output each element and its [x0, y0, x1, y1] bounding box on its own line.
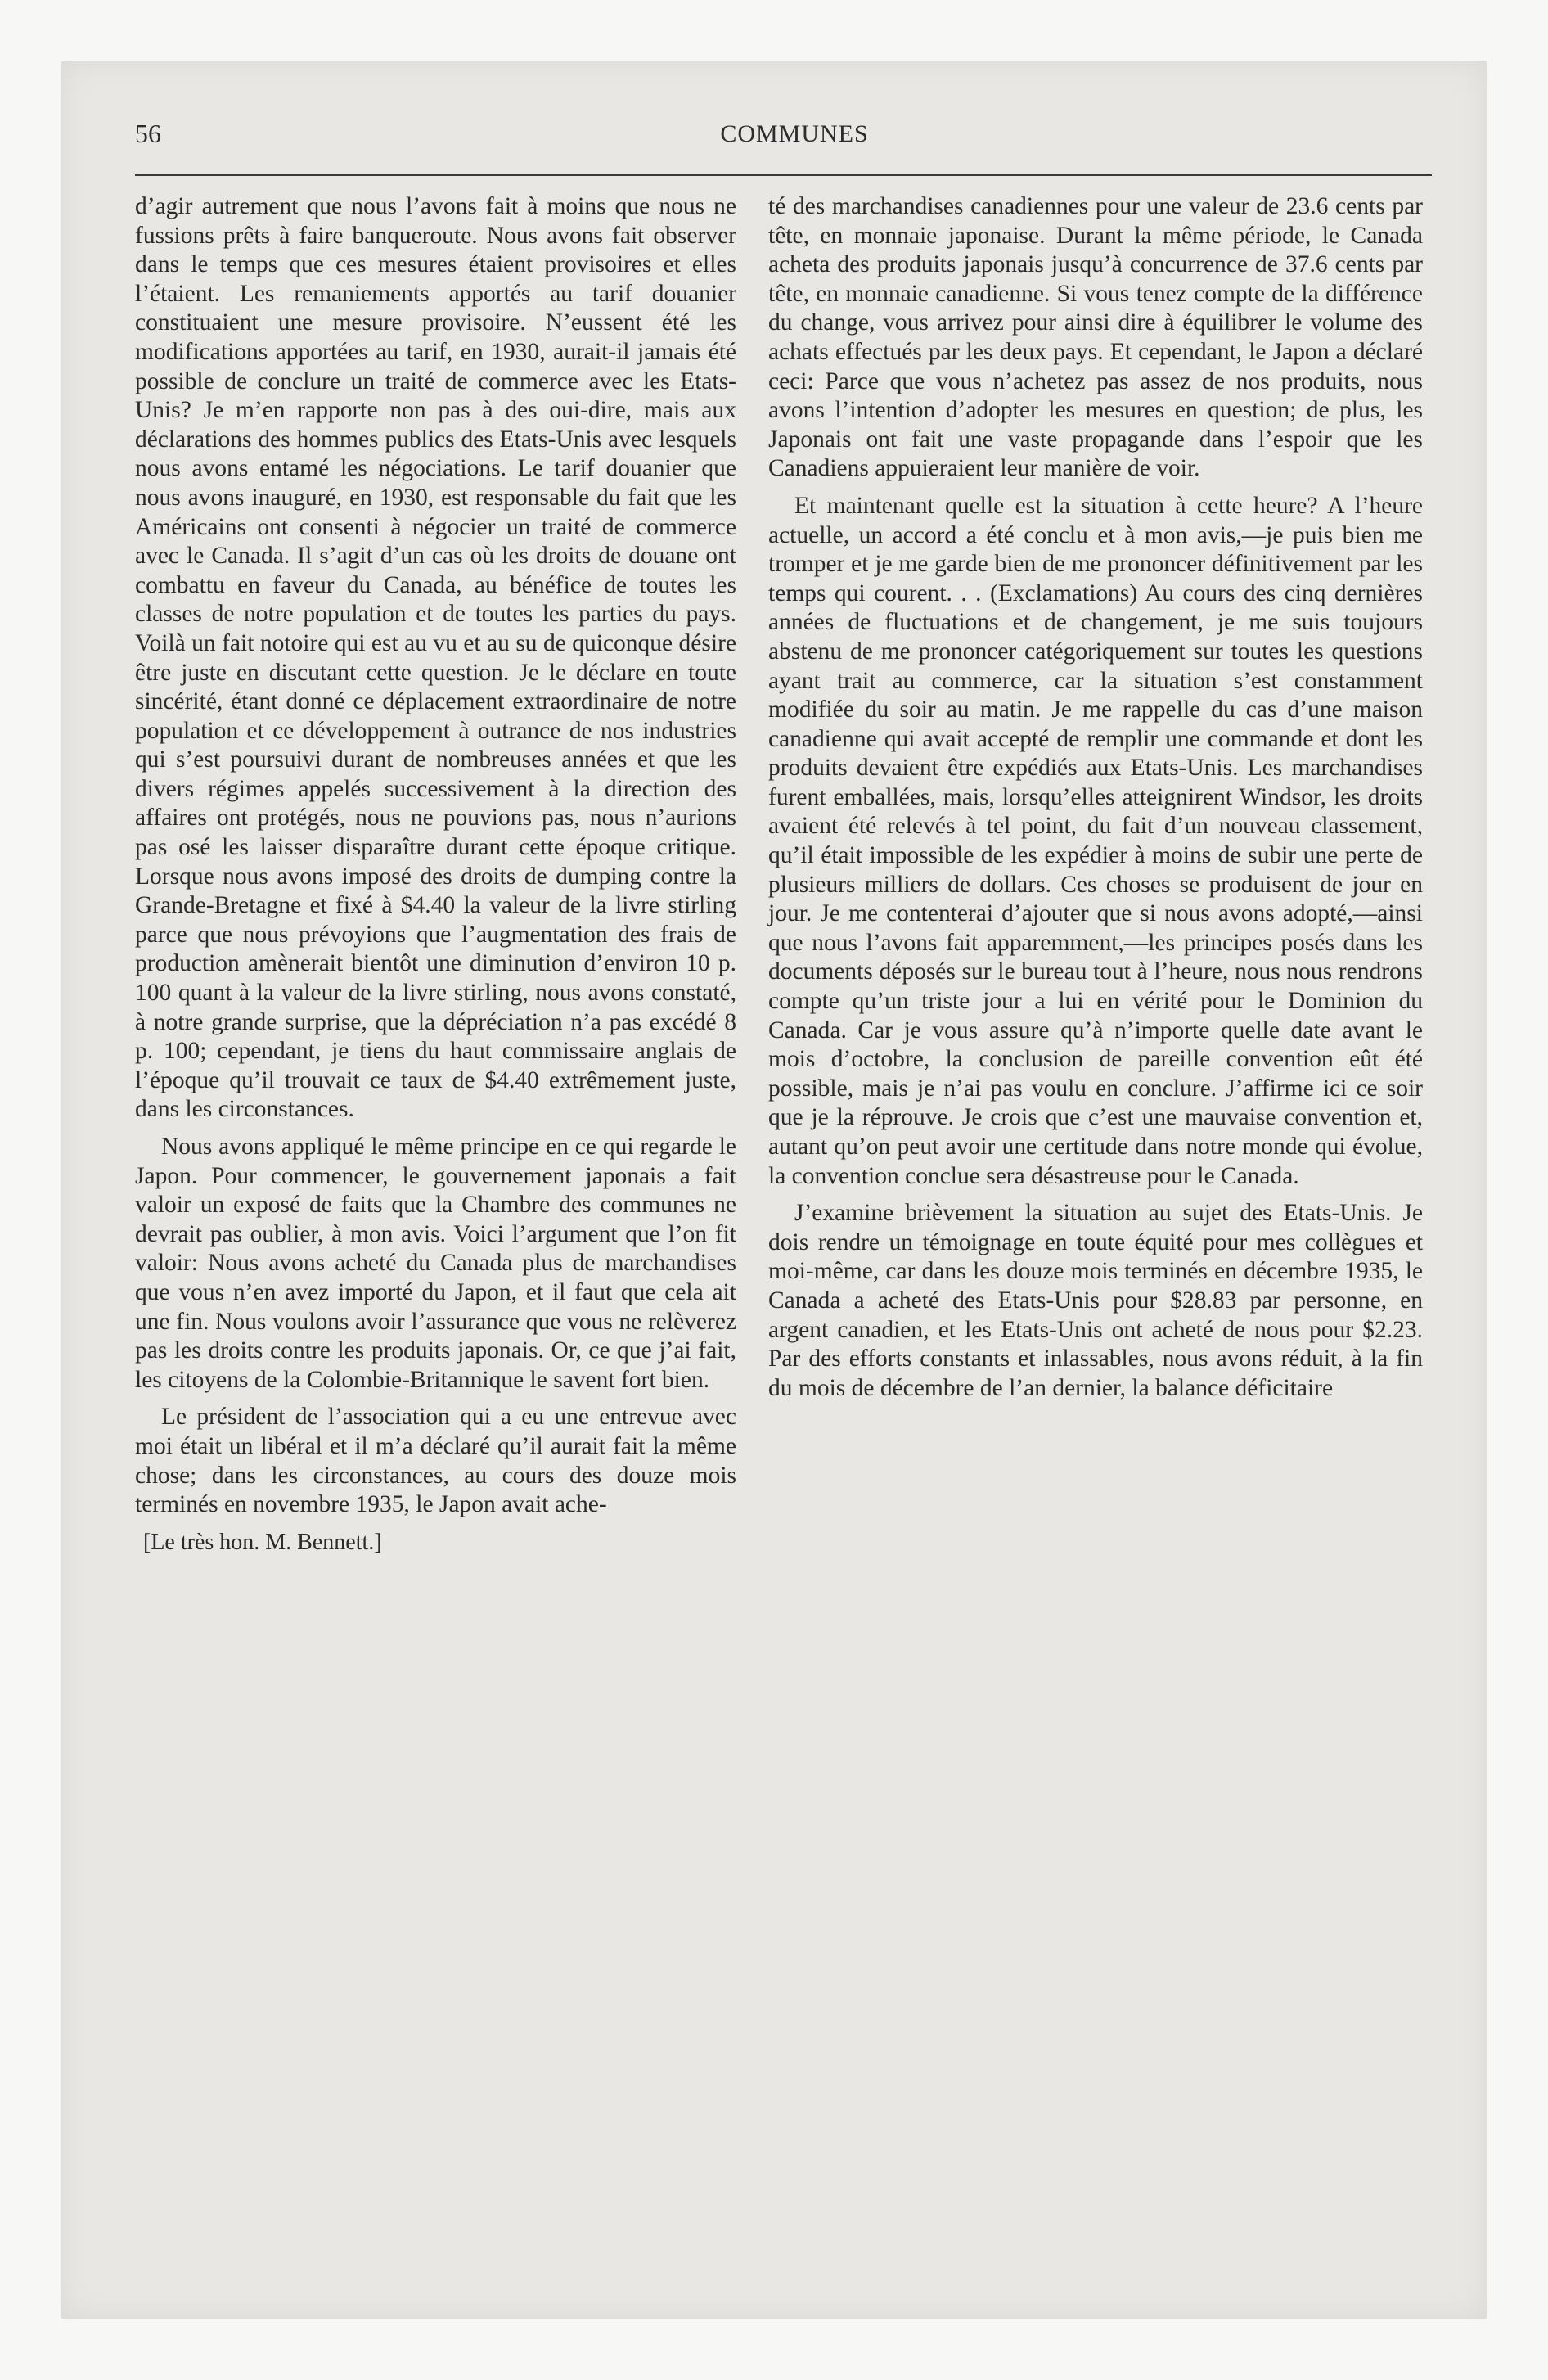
right-paragraph-3: J’examine brièvement la situation au sujet des Etats-Unis. Je dois rendre un témoignage en toute équité pour mes collègues et moi-même, car dans les douze mois terminés en décembre 1935, le Canada a acheté des Etats-Unis pour $28.83 par personne, en argent canadien, et les Etats-Unis ont acheté de nous pour $2.23. Par des efforts constants et inlassables, nous avons réduit, à la fin du mois de décembre de l’an dernier, la balance déficitaire	[768, 1200, 1423, 1401]
left-paragraph-3: Le président de l’association qui a eu une entrevue avec moi était un libéral et il m’a déclaré qu’il aurait fait la même chose; dans les circonstances, au cours des douze mois terminés en novembre 1935, le Japon avait ache-	[135, 1404, 736, 1518]
right-paragraph-1: té des marchandises canadiennes pour une valeur de 23.6 cents par tête, en monnaie japonaise. Durant la même période, le Canada acheta des produits japonais jusqu’à concurrence de 37.6 cents par tête, en monnaie canadienne. Si vous tenez compte de la différence du change, vous arrivez pour ainsi dire à équilibrer le volume des achats effectués par les deux pays. Et cependant, le Japon a déclaré ceci: Parce que vous n’achetez pas assez de nos produits, nous avons l’intention d’adopter les mesures en question; de plus, les Japonais ont fait une vaste propagande dans l’espoir que les Canadiens appuieraient leur manière de voir.	[768, 193, 1423, 482]
left-column	[135, 192, 736, 1557]
page-header	[135, 119, 1454, 168]
page-number: 56	[135, 119, 161, 148]
header-rule	[135, 174, 1432, 176]
right-paragraph-2: Et maintenant quelle est la situation à cette heure? A l’heure actuelle, un accord a été conclu et à mon avis,—je puis bien me tromper et je me garde bien de me prononcer définitivement par les temps qui courent. . . (Exclamations) Au cours des cinq dernières années de fluctuations et de changement, je me suis toujours abstenu de me prononcer catégoriquement sur toutes les questions ayant trait au commerce, car la situation s’est constamment modifiée du soir au matin. Je me rappelle du cas d’une maison canadienne qui avait accepté de remplir une commande et dont les produits devaient être expédiés aux Etats-Unis. Les marchandises furent emballées, mais, lorsqu’elles atteignirent Windsor, les droits avaient été relevés à tel point, du fait d’un nouveau classement, qu’il était impossible de les expédier à moins de subir une perte de plusieurs milliers de dollars. Ces choses se produisent de jour en jour. Je me contenterai d’ajouter que si nous avons adopté,—ainsi que nous l’avons fait apparemment,—les principes posés dans les documents déposés sur le bureau tout à l’heure, nous nous rendrons compte qu’un triste jour a lui en vérité pour le Dominion du Canada. Car je vous assure qu’à n’importe quelle date avant le mois d’octobre, la conclusion de pareille convention eût été possible, mais je n’ai pas voulu en conclure. J’affirme ici ce soir que je la réprouve. Je crois que c’est une mauvaise convention et, autant qu’on peut avoir une certitude dans notre monde qui évolue, la convention conclue sera désastreuse pour le Canada.	[768, 492, 1423, 1189]
right-column	[768, 192, 1423, 1411]
running-title: COMMUNES	[720, 120, 869, 147]
document-page	[61, 61, 1487, 2319]
speaker-reference: [Le très hon. M. Bennett.]	[143, 1529, 382, 1555]
left-paragraph-1: d’agir autrement que nous l’avons fait à moins que nous ne fussions prêts à faire banqueroute. Nous avons fait observer dans le temps que ces mesures étaient provisoires et elles l’étaient. Les remaniements apportés au tarif douanier constituaient une mesure provisoire. N’eussent été les modifications apportées au tarif, en 1930, aurait-il jamais été possible de conclure un traité de commerce avec les Etats-Unis? Je m’en rapporte non pas à des oui-dire, mais aux déclarations des hommes publics des Etats-Unis avec lesquels nous avons entamé les négociations. Le tarif douanier que nous avons inauguré, en 1930, est responsable du fait que les Américains ont consenti à négocier un traité de commerce avec le Canada. Il s’agit d’un cas où les droits de douane ont combattu en faveur du Canada, au bénéfice de toutes les classes de notre population et de toutes les parties du pays. Voilà un fait notoire qui est au vu et au su de quiconque désire être juste en discutant cette question. Je le déclare en toute sincérité, étant donné ce déplacement extraordinaire de notre population et ce développement à outrance de nos industries qui s’est poursuivi durant de nombreuses années et que les divers régimes appelés successivement à la direction des affaires ont protégés, nous ne pouvions pas, nous n’aurions pas osé les laisser disparaître durant cette époque critique. Lorsque nous avons imposé des droits de dumping contre la Grande-Bretagne et fixé à $4.40 la valeur de la livre stirling parce que nous prévoyions que l’augmentation des frais de production amènerait bientôt une diminution d’environ 10 p. 100 quant à la valeur de la livre stirling, nous avons constaté, à notre grande surprise, que la dépréciation n’a pas excédé 8 p. 100; cependant, je tiens du haut commissaire anglais de l’époque qu’il trouvait ce taux de $4.40 extrêmement juste, dans les circonstances.	[135, 193, 736, 1123]
left-paragraph-2: Nous avons appliqué le même principe en ce qui regarde le Japon. Pour commencer, le gouvernement japonais a fait valoir un exposé de faits que la Chambre des communes ne devrait pas oublier, à mon avis. Voici l’argument que l’on fit valoir: Nous avons acheté du Canada plus de marchandises que vous n’en avez importé du Japon, et il faut que cela ait une fin. Nous voulons avoir l’assurance que vous ne relèverez pas les droits contre les produits japonais. Or, ce que j’ai fait, les citoyens de la Colombie-Britannique le savent fort bien.	[135, 1134, 736, 1393]
